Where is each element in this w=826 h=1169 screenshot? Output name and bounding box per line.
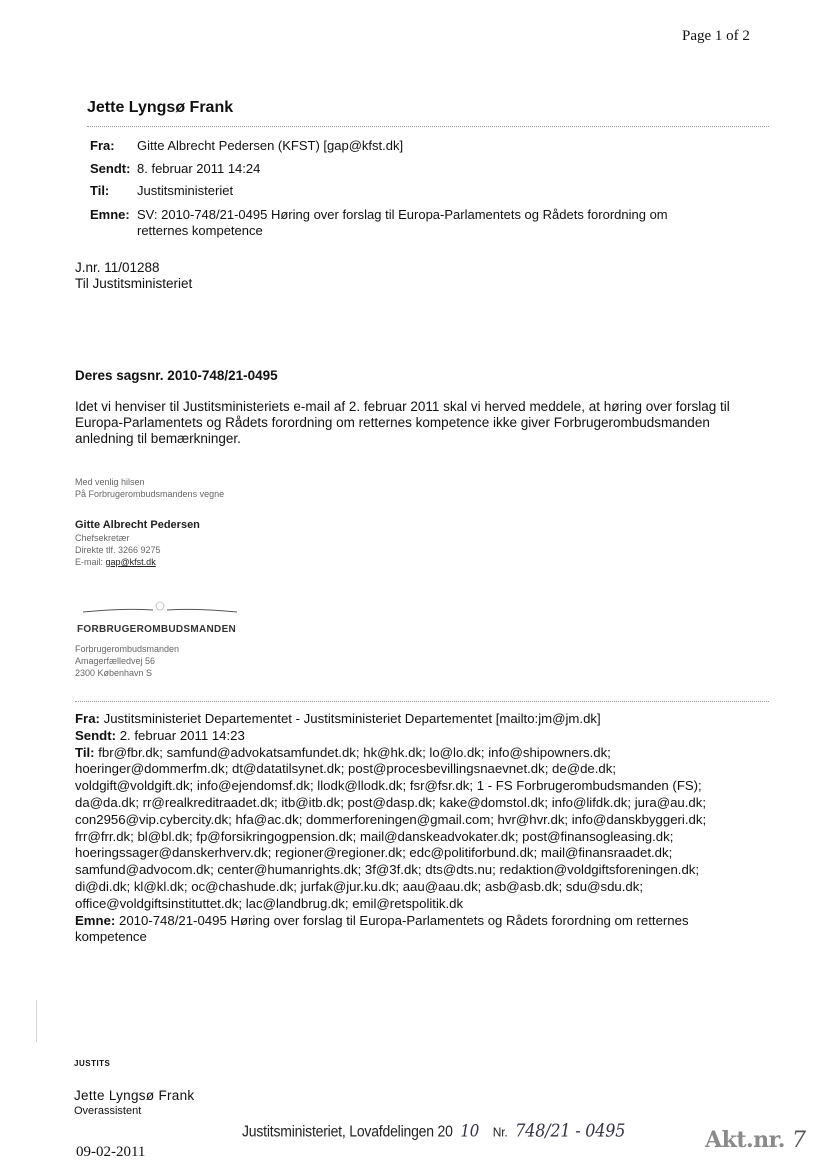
organization-street: Amagerfælledvej 56 xyxy=(75,656,156,666)
scan-margin-mark xyxy=(36,1000,37,1042)
footer-date: 09-02-2011 xyxy=(76,1144,146,1160)
signature-email-row xyxy=(75,556,161,568)
organization-city: 2300 København S xyxy=(75,668,153,678)
fwd-to-line: hoeringssager@danskerhverv.dk; regioner@regioner.dk; edc@politiforbund.dk; mail@finansraadet.dk; xyxy=(75,845,673,861)
subject-label: Emne: xyxy=(90,207,130,222)
akt-stamp-label: Akt.nr. xyxy=(705,1127,785,1153)
signature-details xyxy=(75,532,161,568)
fwd-sent-value: 2. februar 2011 14:23 xyxy=(119,727,245,743)
footer-name: Jette Lyngsø Frank xyxy=(74,1088,195,1103)
stamp-nr-handwritten: 748/21 - 0495 xyxy=(515,1120,626,1141)
from-label: Fra: xyxy=(90,138,115,153)
fwd-to-line: Til: fbr@fbr.dk; samfund@advokatsamfundet.dk; hk@hk.dk; lo@lo.dk; info@shipowners.dk; xyxy=(75,744,611,760)
page-number: Page 1 of 2 xyxy=(682,28,750,44)
reference-block xyxy=(75,260,192,292)
stamp-nr-label: Nr. xyxy=(492,1124,508,1140)
on-behalf-line: På Forbrugerombudsmandens vegne xyxy=(75,489,225,499)
fwd-subject-row xyxy=(75,913,765,930)
fwd-to-line: di@di.dk; kl@kl.dk; oc@chashude.dk; jurfak@jur.ku.dk; aau@aau.dk; asb@asb.dk; sdu@sdu.dk; xyxy=(75,878,644,894)
logo-wordmark: FORBRUGEROMBUDSMANDEN xyxy=(77,624,237,635)
fwd-to-label: Til: xyxy=(75,744,95,760)
signature-direct-phone: Direkte tlf. 3266 9275 xyxy=(75,545,161,555)
sent-value: 8. februar 2011 14:24 xyxy=(137,161,261,176)
fwd-to-line: office@voldgiftsinstituttet.dk; lac@landbrug.dk; emil@retspolitik.dk xyxy=(75,895,464,911)
organization-address xyxy=(75,643,179,679)
fwd-sent-row xyxy=(75,728,765,745)
signature-email-link[interactable]: gap@kfst.dk xyxy=(105,557,156,567)
forwarded-message xyxy=(75,711,765,946)
stamp-year-handwritten: 10 xyxy=(460,1121,480,1141)
signature-email-label: E-mail: xyxy=(75,557,104,567)
fwd-sent-label: Sendt: xyxy=(75,727,117,743)
header-sent-row xyxy=(90,161,770,177)
fwd-from-value: Justitsministeriet Departementet - Justitsministeriet Departementet [mailto:jm@jm.dk] xyxy=(103,711,601,726)
fwd-subject-label: Emne: xyxy=(75,912,116,928)
footer-role: Overassistent xyxy=(74,1105,142,1117)
greeting-line: Med venlig hilsen xyxy=(75,477,145,487)
fwd-from-label: Fra: xyxy=(75,711,100,726)
recipient-line: Til Justitsministeriet xyxy=(75,276,193,291)
subject-line-1: SV: 2010-748/21-0495 Høring over forslag til Europa-Parlamentets og Rådets forordning om xyxy=(137,207,668,222)
signature-name: Gitte Albrecht Pedersen xyxy=(75,519,200,531)
subject-line-2: retternes kompetence xyxy=(137,223,263,238)
fwd-subject-line-2: kompetence xyxy=(75,929,147,945)
signature-greeting xyxy=(75,476,224,500)
fwd-to-block xyxy=(75,745,765,913)
to-value: Justitsministeriet xyxy=(137,183,234,198)
header-to-row xyxy=(90,183,770,199)
fwd-to-line: con2956@vip.cybercity.dk; hfa@ac.dk; dommerforeningen@gmail.com; hvr@hvr.dk; info@danskbyggeri.dk; xyxy=(75,811,707,827)
from-value: Gitte Albrecht Pedersen (KFST) [gap@kfst.dk] xyxy=(137,138,404,153)
to-label: Til: xyxy=(90,183,110,198)
header-divider xyxy=(87,126,769,127)
fwd-to-line: frr@frr.dk; bl@bl.dk; fp@forsikringogpension.dk; mail@danskeadvokater.dk; post@finansogleasing.dk; xyxy=(75,828,674,844)
paragraph-line-3: anledning til bemærkninger. xyxy=(75,431,241,446)
crown-icon xyxy=(75,598,245,618)
fwd-from-row xyxy=(75,711,765,728)
akt-number-stamp xyxy=(705,1127,806,1153)
header-subject-row xyxy=(90,207,770,239)
sent-label: Sendt: xyxy=(90,161,131,176)
stamp-text: Justitsministeriet, Lovafdelingen 20 xyxy=(242,1122,453,1140)
paragraph-line-2: Europa-Parlamentets og Rådets forordning om retternes kompetence ikke giver Forbrugerombudsmanden xyxy=(75,415,710,430)
footer-department: JUSTITS xyxy=(74,1059,111,1068)
fwd-to-line: voldgift@voldgift.dk; info@ejendomsf.dk; llodk@llodk.dk; fsr@fsr.dk; 1 - FS Forbrugerombudsmanden (FS); xyxy=(75,778,702,794)
journal-number: J.nr. 11/01288 xyxy=(75,260,160,275)
organization-logo xyxy=(75,598,245,638)
body-paragraph xyxy=(75,399,775,447)
fwd-subject-line-1: 2010-748/21-0495 Høring over forslag til Europa-Parlamentets og Rådets forordning om retternes xyxy=(118,912,689,928)
forward-divider xyxy=(75,701,769,702)
paragraph-line-1: Idet vi henviser til Justitsministeriets e-mail af 2. februar 2011 skal vi herved meddele, at høring over forslag til xyxy=(75,399,730,414)
header-from-row xyxy=(90,138,770,154)
akt-number-handwritten: 7 xyxy=(792,1128,806,1153)
case-heading: Deres sagsnr. 2010-748/21-0495 xyxy=(75,368,278,383)
ministry-stamp xyxy=(242,1120,625,1141)
fwd-to-line: hoeringer@dommerfm.dk; dt@datatilsynet.dk; post@procesbevillingsnaevnet.dk; de@de.dk; xyxy=(75,761,617,777)
fwd-to-line: samfund@advocom.dk; center@humanrights.dk; 3f@3f.dk; dts@dts.nu; redaktion@voldgiftsforeningen.dk; xyxy=(75,862,700,878)
signature-title: Chefsekretær xyxy=(75,533,130,543)
fwd-to-line: da@da.dk; rr@realkreditraadet.dk; itb@itb.dk; post@dasp.dk; kake@domstol.dk; info@lifdk.dk; jura@au.dk; xyxy=(75,794,707,810)
subject-value xyxy=(137,207,770,239)
organization-name: Forbrugerombudsmanden xyxy=(75,644,180,654)
mailbox-owner: Jette Lyngsø Frank xyxy=(87,99,234,116)
